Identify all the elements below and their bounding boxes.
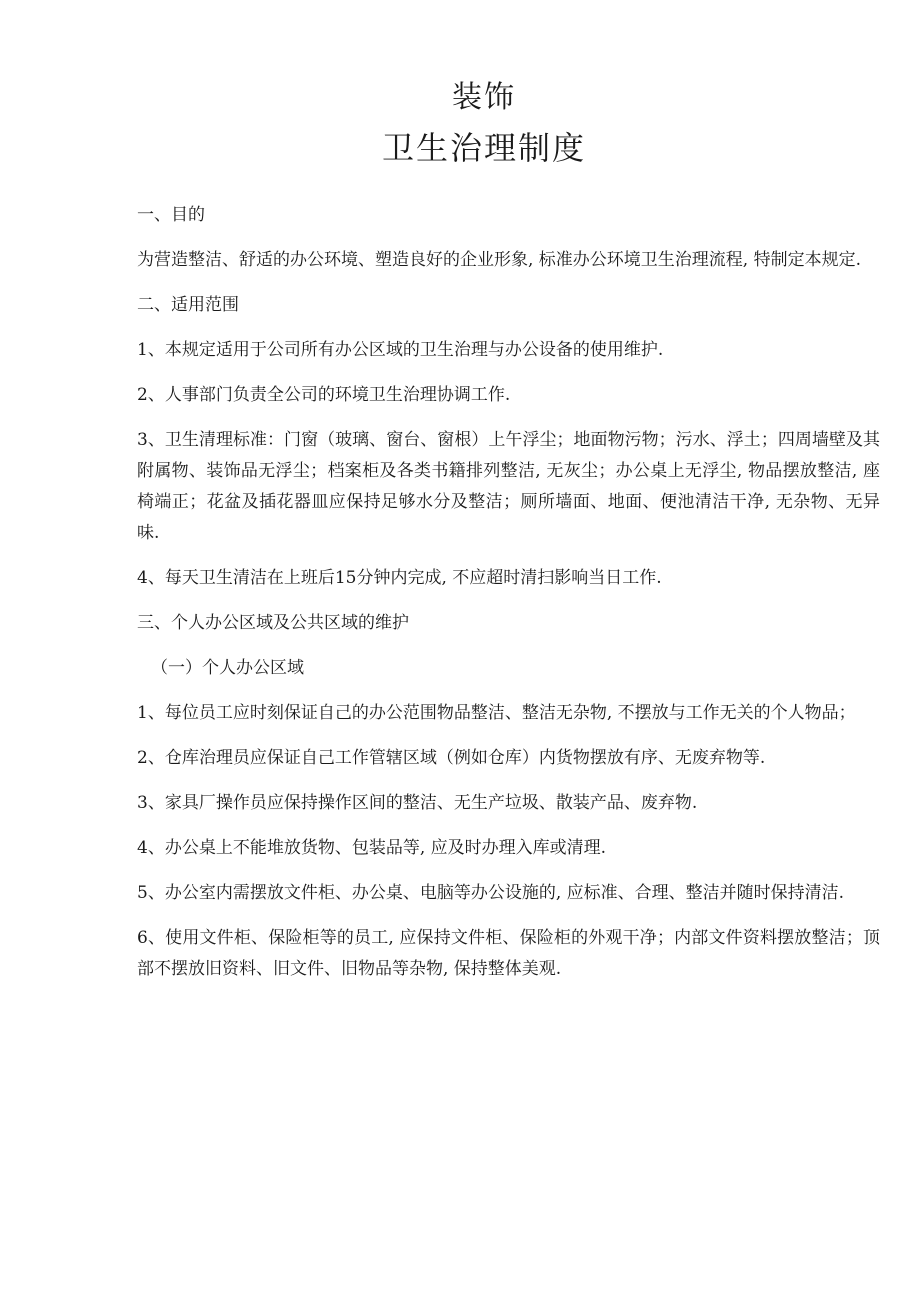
- maintenance-item-6: 6、使用文件柜、保险柜等的员工, 应保持文件柜、保险柜的外观干净；内部文件资料摆放整洁；顶部不摆放旧资料、旧文件、旧物品等杂物, 保持整体美观.: [137, 928, 880, 979]
- section-heading-maintenance: 三、个人办公区域及公共区域的维护: [137, 613, 409, 633]
- sub-heading-personal-office: （一）个人办公区域: [151, 658, 304, 678]
- scope-item-4: 4、每天卫生清洁在上班后15分钟内完成, 不应超时清扫影响当日工作.: [137, 568, 662, 588]
- scope-item-1: 1、本规定适用于公司所有办公区域的卫生治理与办公设备的使用维护.: [137, 340, 664, 360]
- maintenance-item-1: 1、每位员工应时刻保证自己的办公范围物品整洁、整洁无杂物, 不摆放与工作无关的个人物品；: [137, 703, 856, 723]
- maintenance-item-3: 3、家具厂操作员应保持操作区间的整洁、无生产垃圾、散装产品、废弃物.: [137, 793, 698, 813]
- scope-item-3: 3、卫生清理标准：门窗（玻璃、窗台、窗根）上午浮尘；地面物污物；污水、浮土；四周墙壁及其附属物、装饰品无浮尘；档案柜及各类书籍排列整洁, 无灰尘；办公桌上无浮尘, 物品摆放整洁, 座椅端正；花盆及插花器皿应保持足够水分及整洁；厕所墙面、地面、便池清洁干净, 无杂物、无异味.: [137, 430, 880, 543]
- maintenance-item-2: 2、仓库治理员应保证自己工作管辖区域（例如仓库）内货物摆放有序、无废弃物等.: [137, 748, 766, 768]
- maintenance-item-4: 4、办公桌上不能堆放货物、包装品等, 应及时办理入库或清理.: [137, 838, 607, 858]
- scope-item-2: 2、人事部门负责全公司的环境卫生治理协调工作.: [137, 385, 511, 405]
- section-heading-scope: 二、适用范围: [137, 295, 239, 315]
- document-title-line-1: 装饰: [452, 80, 516, 115]
- purpose-text: 为营造整洁、舒适的办公环境、塑造良好的企业形象, 标准办公环境卫生治理流程, 特制定本规定.: [137, 250, 862, 270]
- section-heading-purpose: 一、目的: [137, 205, 205, 225]
- maintenance-item-5: 5、办公室内需摆放文件柜、办公桌、电脑等办公设施的, 应标准、合理、整洁并随时保持清洁.: [137, 883, 845, 903]
- document-title-line-2: 卫生治理制度: [381, 129, 586, 167]
- document-body: [137, 200, 880, 999]
